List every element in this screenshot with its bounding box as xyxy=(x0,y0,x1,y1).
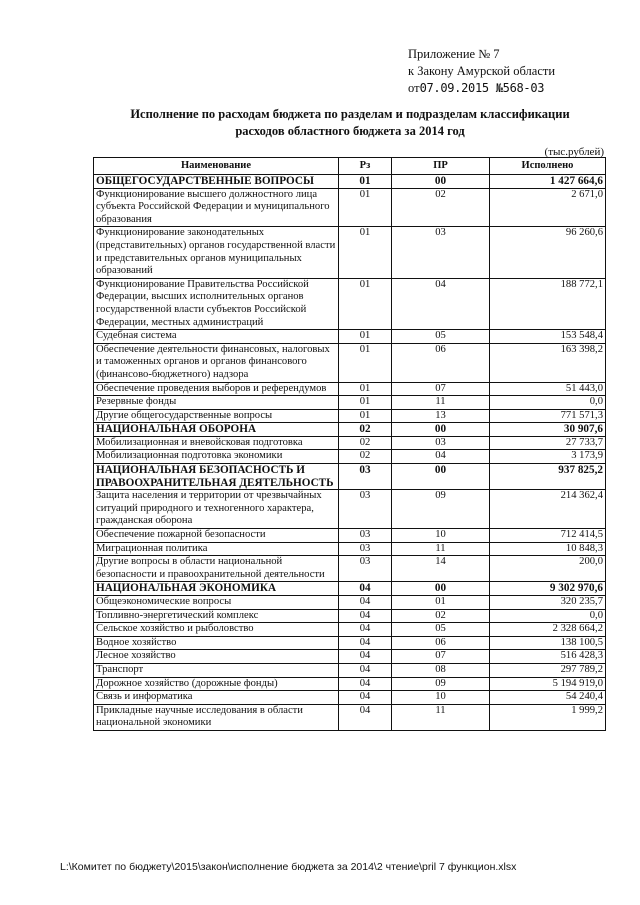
appendix-line-2: к Закону Амурской области xyxy=(408,64,556,78)
row-pr-code: 04 xyxy=(392,278,490,329)
row-value: 1 999,2 xyxy=(490,704,606,730)
row-name: Лесное хозяйство xyxy=(94,650,339,664)
table-row xyxy=(94,343,606,382)
row-value: 2 328 664,2 xyxy=(490,623,606,637)
row-rz-code: 03 xyxy=(339,542,392,556)
row-value: 96 260,6 xyxy=(490,227,606,278)
table-row xyxy=(94,396,606,410)
row-name: Миграционная политика xyxy=(94,542,339,556)
row-rz-code: 01 xyxy=(339,188,392,227)
row-pr-code: 13 xyxy=(392,409,490,423)
row-value: 163 398,2 xyxy=(490,343,606,382)
row-rz-code: 03 xyxy=(339,529,392,543)
row-pr-code: 02 xyxy=(392,609,490,623)
row-rz-code: 04 xyxy=(339,636,392,650)
table-row xyxy=(94,529,606,543)
row-name: ОБЩЕГОСУДАРСТВЕННЫЕ ВОПРОСЫ xyxy=(94,175,339,189)
row-pr-code: 11 xyxy=(392,396,490,410)
row-value: 30 907,6 xyxy=(490,423,606,437)
table-row xyxy=(94,227,606,278)
table-row xyxy=(94,450,606,464)
row-name: НАЦИОНАЛЬНАЯ БЕЗОПАСНОСТЬ И ПРАВООХРАНИТЕЛЬНАЯ ДЕЯТЕЛЬНОСТЬ xyxy=(94,464,339,490)
row-pr-code: 14 xyxy=(392,556,490,582)
row-rz-code: 01 xyxy=(339,396,392,410)
appendix-block xyxy=(408,46,555,97)
row-name: Транспорт xyxy=(94,663,339,677)
row-pr-code: 07 xyxy=(392,382,490,396)
appendix-date-prefix: от xyxy=(408,81,420,95)
row-value: 297 789,2 xyxy=(490,663,606,677)
row-rz-code: 01 xyxy=(339,175,392,189)
row-name: Общеэкономические вопросы xyxy=(94,596,339,610)
table-row xyxy=(94,188,606,227)
row-pr-code: 04 xyxy=(392,450,490,464)
row-name: Функционирование высшего должностного лица субъекта Российской Федерации и муниципального образования xyxy=(94,188,339,227)
row-value: 51 443,0 xyxy=(490,382,606,396)
row-value: 1 427 664,6 xyxy=(490,175,606,189)
row-name: Водное хозяйство xyxy=(94,636,339,650)
row-pr-code: 09 xyxy=(392,677,490,691)
row-rz-code: 01 xyxy=(339,330,392,344)
row-pr-code: 07 xyxy=(392,650,490,664)
title-line-2: расходов областного бюджета за 2014 год xyxy=(235,124,465,138)
table-row xyxy=(94,278,606,329)
table-row xyxy=(94,596,606,610)
row-name: Функционирование Правительства Российской Федерации, высших исполнительных органов государственной власти субъектов Российской Федерации, местных администраций xyxy=(94,278,339,329)
row-pr-code: 01 xyxy=(392,596,490,610)
row-rz-code: 04 xyxy=(339,596,392,610)
row-pr-code: 06 xyxy=(392,636,490,650)
row-pr-code: 11 xyxy=(392,704,490,730)
row-pr-code: 03 xyxy=(392,436,490,450)
document-title xyxy=(100,106,600,140)
row-value: 138 100,5 xyxy=(490,636,606,650)
row-pr-code: 10 xyxy=(392,691,490,705)
row-name: Защита населения и территории от чрезвычайных ситуаций природного и техногенного характера, гражданская оборона xyxy=(94,490,339,529)
row-pr-code: 11 xyxy=(392,542,490,556)
table-row xyxy=(94,556,606,582)
budget-table xyxy=(93,157,606,731)
table-row xyxy=(94,609,606,623)
table-row xyxy=(94,623,606,637)
row-pr-code: 00 xyxy=(392,175,490,189)
row-name: Мобилизационная и вневойсковая подготовка xyxy=(94,436,339,450)
units-label: (тыс.рублей) xyxy=(544,146,604,158)
table-body xyxy=(94,175,606,731)
row-name: Судебная система xyxy=(94,330,339,344)
row-pr-code: 00 xyxy=(392,464,490,490)
row-rz-code: 03 xyxy=(339,490,392,529)
row-name: Функционирование законодательных (представительных) органов государственной власти и представительных органов муниципальных образований xyxy=(94,227,339,278)
header-rz: Рз xyxy=(339,158,392,175)
row-rz-code: 01 xyxy=(339,278,392,329)
section-row xyxy=(94,175,606,189)
table-row xyxy=(94,330,606,344)
row-value: 3 173,9 xyxy=(490,450,606,464)
row-rz-code: 01 xyxy=(339,409,392,423)
row-value: 0,0 xyxy=(490,609,606,623)
row-name: Обеспечение пожарной безопасности xyxy=(94,529,339,543)
row-name: Топливно-энергетический комплекс xyxy=(94,609,339,623)
row-rz-code: 04 xyxy=(339,677,392,691)
row-name: Мобилизационная подготовка экономики xyxy=(94,450,339,464)
row-name: Обеспечение деятельности финансовых, налоговых и таможенных органов и органов финансового (финансово-бюджетного) надзора xyxy=(94,343,339,382)
row-value: 27 733,7 xyxy=(490,436,606,450)
row-name: Дорожное хозяйство (дорожные фонды) xyxy=(94,677,339,691)
row-value: 200,0 xyxy=(490,556,606,582)
table-row xyxy=(94,663,606,677)
row-rz-code: 04 xyxy=(339,582,392,596)
row-value: 771 571,3 xyxy=(490,409,606,423)
row-pr-code: 00 xyxy=(392,423,490,437)
row-name: Другие общегосударственные вопросы xyxy=(94,409,339,423)
appendix-line-1: Приложение № 7 xyxy=(408,47,500,61)
row-rz-code: 02 xyxy=(339,450,392,464)
row-value: 188 772,1 xyxy=(490,278,606,329)
table-row xyxy=(94,650,606,664)
row-value: 937 825,2 xyxy=(490,464,606,490)
row-rz-code: 04 xyxy=(339,704,392,730)
row-name: Связь и информатика xyxy=(94,691,339,705)
row-value: 320 235,7 xyxy=(490,596,606,610)
header-pr: ПР xyxy=(392,158,490,175)
header-name: Наименование xyxy=(94,158,339,175)
row-pr-code: 05 xyxy=(392,330,490,344)
section-row xyxy=(94,464,606,490)
table-row xyxy=(94,382,606,396)
row-rz-code: 04 xyxy=(339,663,392,677)
appendix-date-line xyxy=(408,80,555,97)
row-rz-code: 04 xyxy=(339,691,392,705)
row-rz-code: 03 xyxy=(339,556,392,582)
row-rz-code: 03 xyxy=(339,464,392,490)
row-pr-code: 00 xyxy=(392,582,490,596)
table-row xyxy=(94,636,606,650)
row-pr-code: 10 xyxy=(392,529,490,543)
row-value: 712 414,5 xyxy=(490,529,606,543)
row-rz-code: 02 xyxy=(339,423,392,437)
section-row xyxy=(94,582,606,596)
row-value: 0,0 xyxy=(490,396,606,410)
header-value: Исполнено xyxy=(490,158,606,175)
row-name: НАЦИОНАЛЬНАЯ ЭКОНОМИКА xyxy=(94,582,339,596)
row-value: 153 548,4 xyxy=(490,330,606,344)
row-name: Сельское хозяйство и рыболовство xyxy=(94,623,339,637)
row-pr-code: 03 xyxy=(392,227,490,278)
table-row xyxy=(94,677,606,691)
row-value: 516 428,3 xyxy=(490,650,606,664)
row-rz-code: 04 xyxy=(339,609,392,623)
row-value: 9 302 970,6 xyxy=(490,582,606,596)
row-pr-code: 06 xyxy=(392,343,490,382)
row-value: 54 240,4 xyxy=(490,691,606,705)
file-path-footer: L:\Комитет по бюджету\2015\закон\исполнение бюджета за 2014\2 чтение\pril 7 функцион.xlsx xyxy=(60,861,517,873)
row-rz-code: 04 xyxy=(339,623,392,637)
row-pr-code: 09 xyxy=(392,490,490,529)
table-header-row xyxy=(94,158,606,175)
row-name: НАЦИОНАЛЬНАЯ ОБОРОНА xyxy=(94,423,339,437)
table-row xyxy=(94,409,606,423)
row-name: Резервные фонды xyxy=(94,396,339,410)
section-row xyxy=(94,423,606,437)
row-value: 10 848,3 xyxy=(490,542,606,556)
table-row xyxy=(94,542,606,556)
table-row xyxy=(94,704,606,730)
row-value: 2 671,0 xyxy=(490,188,606,227)
title-line-1: Исполнение по расходам бюджета по разделам и подразделам классификации xyxy=(130,107,570,121)
table-row xyxy=(94,490,606,529)
table-row xyxy=(94,691,606,705)
appendix-date: 07.09.2015 №568-03 xyxy=(419,81,545,95)
row-rz-code: 01 xyxy=(339,382,392,396)
row-value: 214 362,4 xyxy=(490,490,606,529)
row-pr-code: 08 xyxy=(392,663,490,677)
row-pr-code: 02 xyxy=(392,188,490,227)
row-value: 5 194 919,0 xyxy=(490,677,606,691)
table-row xyxy=(94,436,606,450)
row-rz-code: 02 xyxy=(339,436,392,450)
row-rz-code: 04 xyxy=(339,650,392,664)
row-name: Обеспечение проведения выборов и референдумов xyxy=(94,382,339,396)
row-name: Прикладные научные исследования в области национальной экономики xyxy=(94,704,339,730)
row-rz-code: 01 xyxy=(339,343,392,382)
row-pr-code: 05 xyxy=(392,623,490,637)
row-name: Другие вопросы в области национальной безопасности и правоохранительной деятельности xyxy=(94,556,339,582)
row-rz-code: 01 xyxy=(339,227,392,278)
